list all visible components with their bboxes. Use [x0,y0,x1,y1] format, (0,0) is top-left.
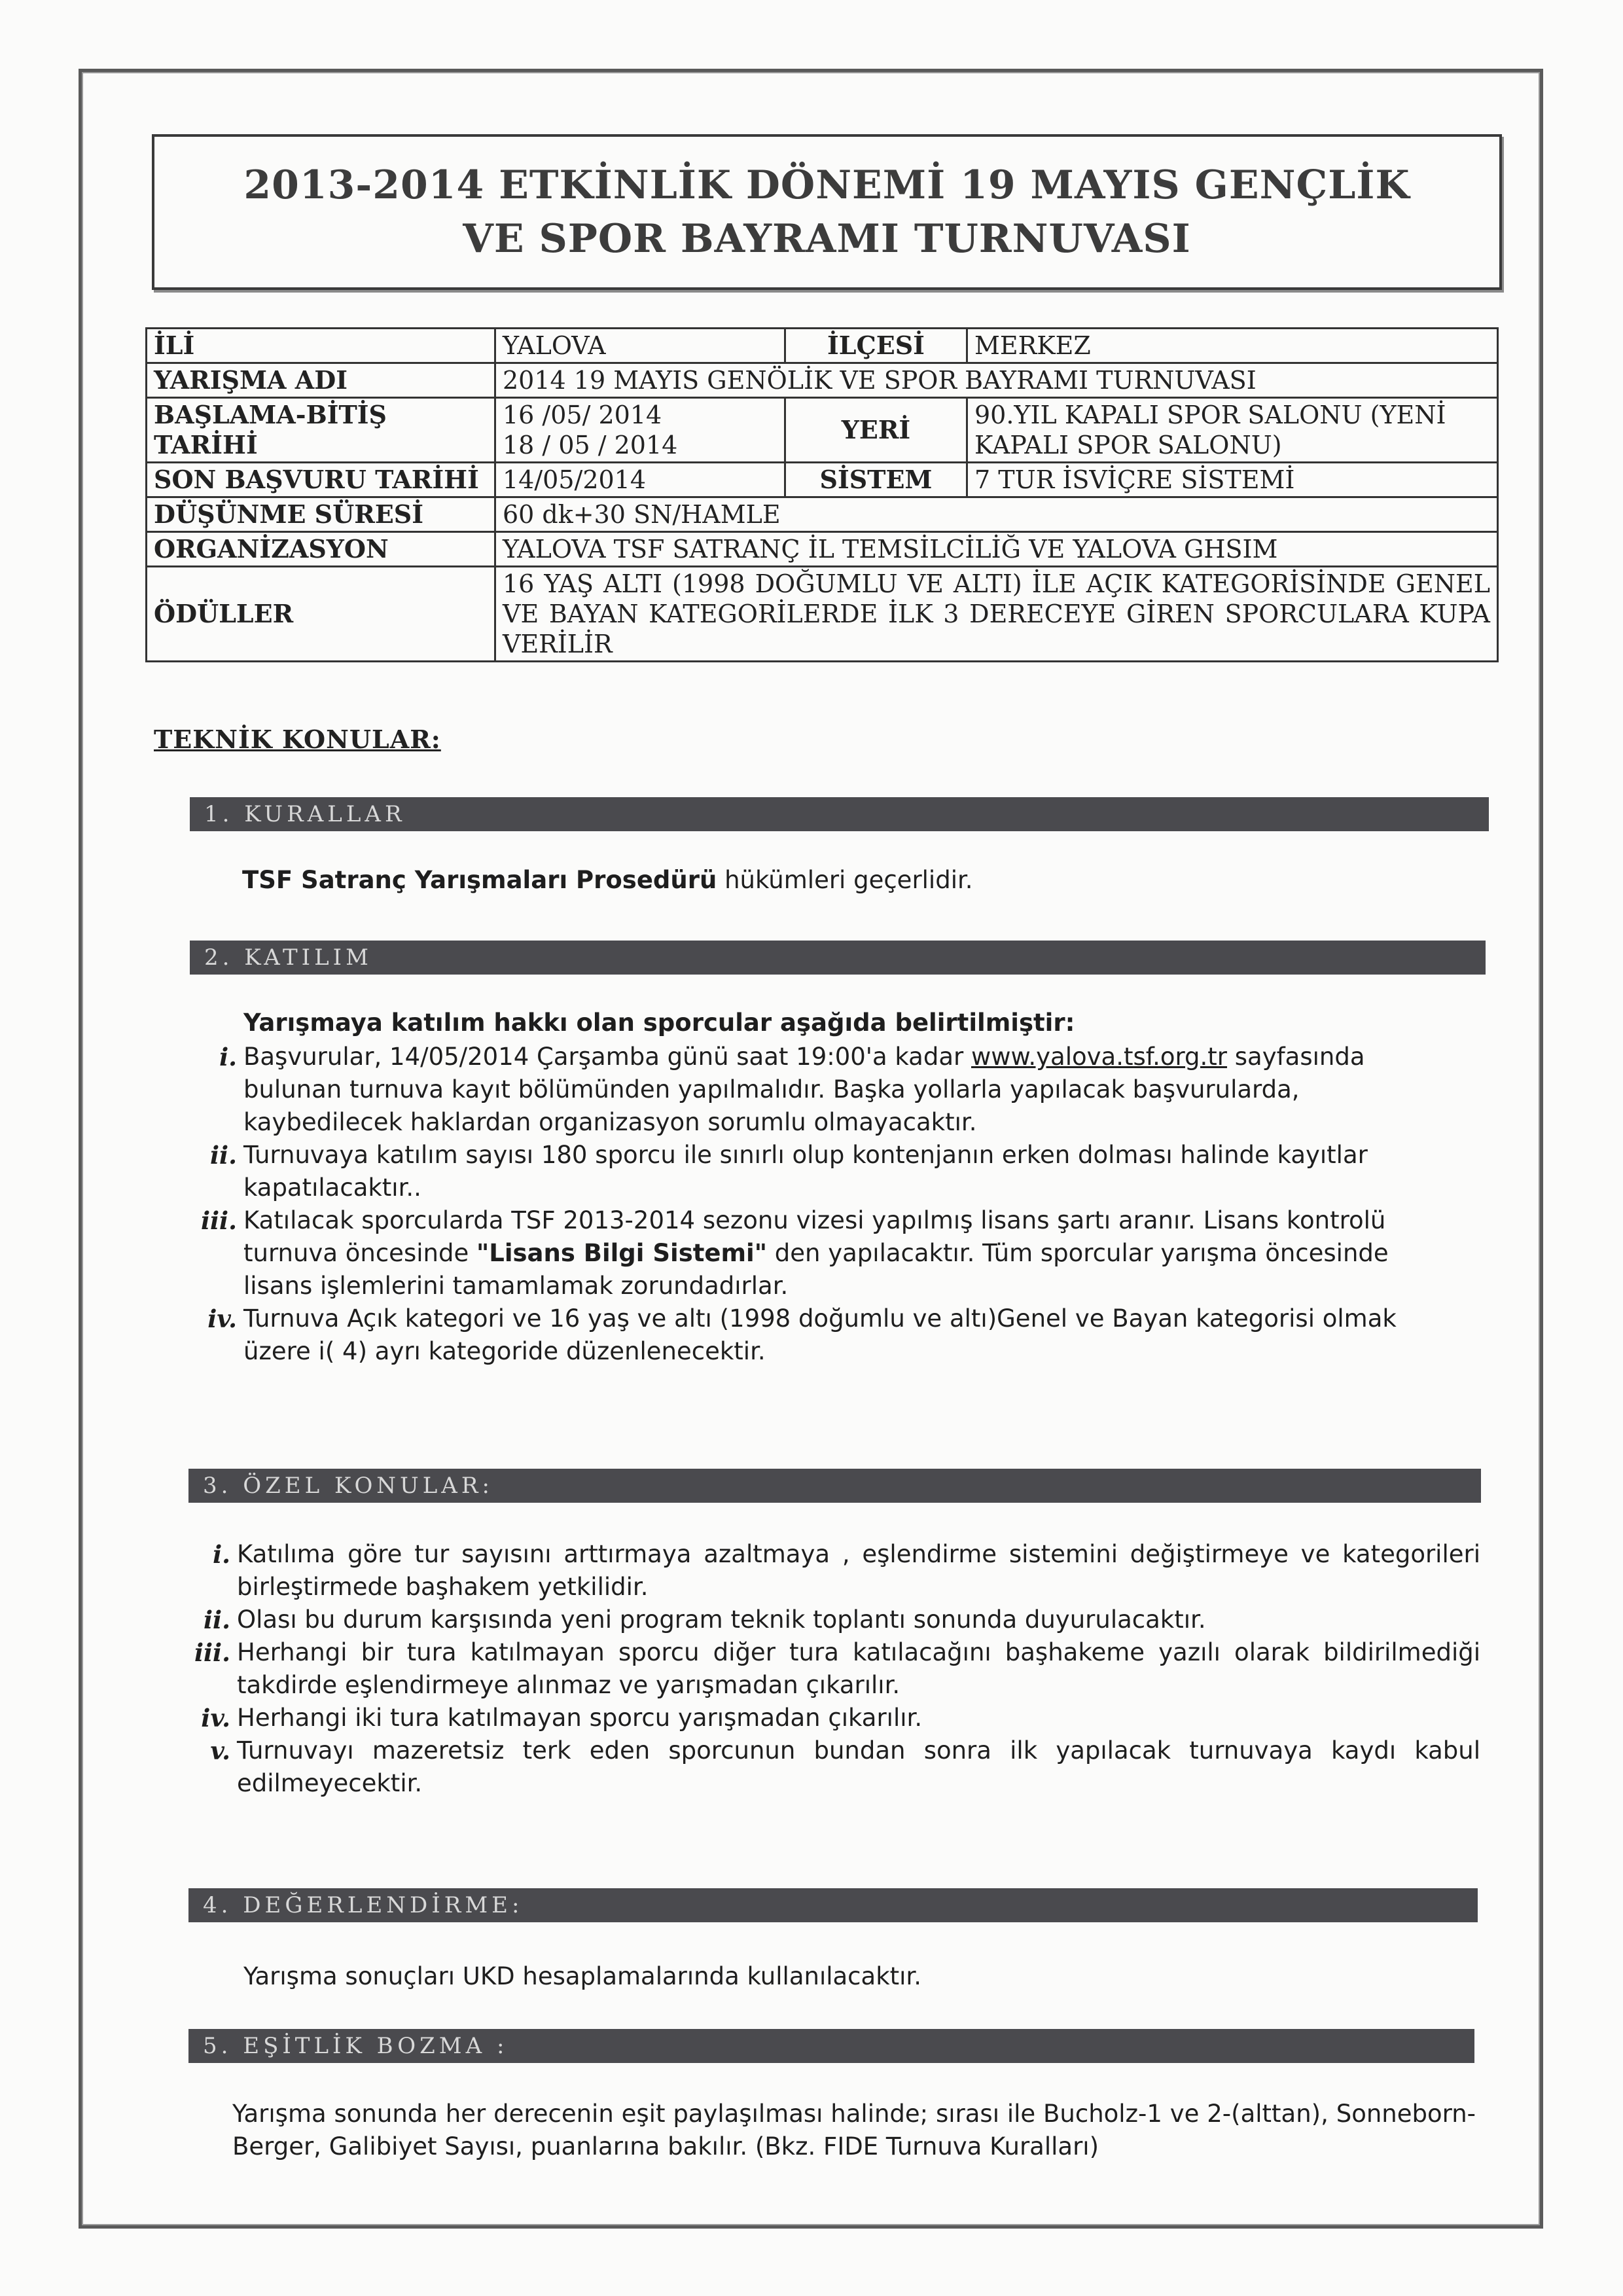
section-1-text [242,864,973,897]
yarisma-value: 2014 19 MAYIS GENÖLİK VE SPOR BAYRAMI TURNUVASI [495,363,1498,398]
list-item [210,1734,1480,1800]
item-text: Turnuvaya katılım sayısı 180 sporcu ile sınırlı olup kontenjanın erken dolması halinde kayıtlar kapatılacaktır.. [243,1141,1368,1202]
sistem-value: 7 TUR İSVİÇRE SİSTEMİ [967,463,1498,497]
table-row [147,567,1498,662]
title-line-2: VE SPOR BAYRAMI TURNUVASI [463,216,1191,262]
table-row [147,463,1498,497]
tarih-start: 16 /05/ 2014 [503,401,662,429]
section-1-bar: 1. KURALLAR [190,797,1489,831]
list-item [207,1302,1448,1368]
section-2-list [200,1041,1448,1368]
yer-label: YERİ [785,398,967,463]
item-text: Turnuvayı mazeretsiz terk eden sporcunun bundan sonra ilk yapılacak turnuvaya kaydı kabul edilmeyecektir. [237,1736,1480,1797]
basvuru-label: SON BAŞVURU TARİHİ [147,463,495,497]
list-item [213,1538,1480,1604]
sistem-label: SİSTEM [785,463,967,497]
teknik-heading: TEKNİK KONULAR: [154,725,441,754]
list-num: ii. [204,1605,230,1634]
item-text: Olası bu durum karşısında yeni program teknik toplantı sonunda duyurulacaktır. [237,1605,1206,1634]
yarisma-label: YARIŞMA ADI [147,363,495,398]
list-num: i. [213,1540,230,1569]
section-3-bar: 3. ÖZEL KONULAR: [188,1469,1481,1503]
prosedur-rest: hükümleri geçerlidir. [717,866,973,894]
item-text: Herhangi iki tura katılmayan sporcu yarışmadan çıkarılır. [237,1704,923,1732]
sure-label: DÜŞÜNME SÜRESİ [147,497,495,532]
info-table [145,327,1499,662]
table-row [147,497,1498,532]
section-4-text: Yarışma sonuçları UKD hesaplamalarında kullanılacaktır. [243,1962,921,1990]
prosedur-text: TSF Satranç Yarışmaları Prosedürü [242,866,717,894]
tarih-end: 18 / 05 / 2014 [503,431,678,459]
lisans-bilgi-sistemi: "Lisans Bilgi Sistemi" [476,1239,768,1267]
list-item [210,1139,1448,1204]
basvuru-value: 14/05/2014 [495,463,785,497]
table-row [147,398,1498,463]
list-num: iv. [201,1704,230,1732]
list-num: ii. [210,1141,237,1170]
list-num: iii. [200,1206,237,1235]
tarih-label: BAŞLAMA-BİTİŞ TARİHİ [147,398,495,463]
tarih-value [495,398,785,463]
odul-label: ÖDÜLLER [147,567,495,662]
ilce-value: MERKEZ [967,329,1498,363]
section-2-bar: 2. KATILIM [190,941,1486,975]
org-value: YALOVA TSF SATRANÇ İL TEMSİLCİLİĞ VE YALOVA GHSIM [495,532,1498,567]
yer-value: 90.YIL KAPALI SPOR SALONU (YENİ KAPALI SPOR SALONU) [967,398,1498,463]
org-label: ORGANİZASYON [147,532,495,567]
table-row [147,363,1498,398]
item-text: den yapılacaktır. Tüm sporcular yarışma öncesinde lisans işlemlerini tamamlamak zorundadırlar. [243,1239,1389,1300]
section-5-text: Yarışma sonunda her derecenin eşit paylaşılması halinde; sırası ile Bucholz-1 ve 2-(alttan), Sonneborn-Berger, Galibiyet Sayısı, puanlarına bakılır. (Bkz. FIDE Turnuva Kuralları) [232,2100,1476,2161]
list-num: iii. [194,1638,230,1667]
section-5-bar: 5. EŞİTLİK BOZMA : [188,2029,1474,2063]
item-text: sayfasında bulunan turnuva kayıt bölümünden yapılmalıdır. Başka yollarla yapılacak başvurularda, kaybedilecek haklardan organizasyon sorumlu olmayacaktır. [243,1043,1365,1136]
title-box [152,134,1502,290]
list-item [200,1204,1448,1302]
list-item [201,1702,1480,1734]
item-text: Katılıma göre tur sayısını arttırmaya azaltmaya , eşlendirme sistemini değiştirmeye ve kategorileri birleştirmede başhakem yetkilidir. [237,1540,1480,1601]
list-item [219,1041,1448,1139]
title-line-1: 2013-2014 ETKİNLİK DÖNEMİ 19 MAYIS GENÇLİK [243,162,1410,208]
section-3-list [194,1538,1480,1800]
item-text: Turnuva Açık kategori ve 16 yaş ve altı (1998 doğumlu ve altı)Genel ve Bayan kategorisi olmak üzere i( 4) ayrı kategoride düzenlenecektir. [243,1304,1397,1365]
odul-value: 16 YAŞ ALTI (1998 DOĞUMLU VE ALTI) İLE AÇIK KATEGORİSİNDE GENEL VE BAYAN KATEGORİLERDE İLK 3 DERECEYE GİREN SPORCULARA KUPA VERİLİR [495,567,1498,662]
ilce-label: İLÇESİ [785,329,967,363]
table-row [147,329,1498,363]
il-value: YALOVA [495,329,785,363]
item-text: Başvurular, 14/05/2014 Çarşamba günü saat 19:00'a kadar [243,1043,971,1071]
tsf-link[interactable]: www.yalova.tsf.org.tr [971,1043,1228,1071]
item-text: Katılacak sporcularda TSF 2013-2014 sezonu vizesi yapılmış lisans şartı aranır. Lisans kontrolü turnuva öncesinde [243,1206,1386,1267]
table-row [147,532,1498,567]
sure-value: 60 dk+30 SN/HAMLE [495,497,1498,532]
section-2-intro: Yarışmaya katılım hakkı olan sporcular aşağıda belirtilmiştir: [243,1009,1075,1037]
list-item [194,1636,1480,1702]
item-text: Herhangi bir tura katılmayan sporcu diğer tura katılacağını başhakeme yazılı olarak bildirilmediği takdirde eşlendirmeye alınmaz ve yarışmadan çıkarılır. [237,1638,1480,1699]
section-4-bar: 4. DEĞERLENDİRME: [188,1888,1478,1922]
list-num: i. [219,1043,237,1071]
il-label: İLİ [147,329,495,363]
list-num: iv. [207,1304,237,1333]
list-num: v. [210,1736,230,1765]
list-item [204,1604,1480,1636]
